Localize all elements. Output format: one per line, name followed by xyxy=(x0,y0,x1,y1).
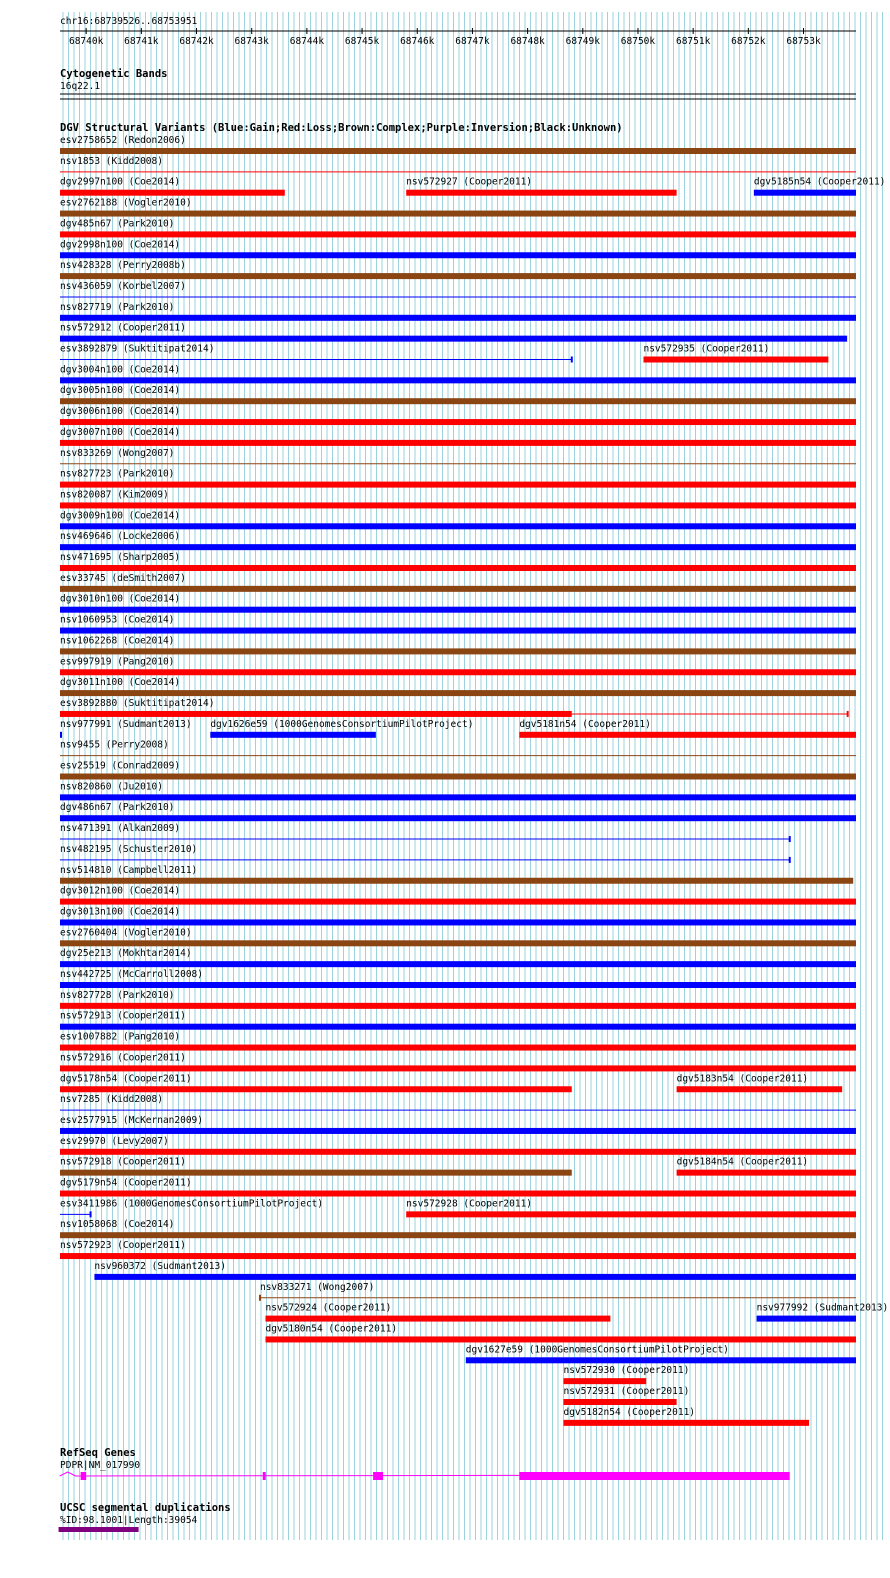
sv-feature[interactable] xyxy=(60,635,856,654)
sv-feature-bar xyxy=(60,774,856,780)
sv-feature-label: dgv1627e59 (1000GenomesConsortiumPilotProject) xyxy=(465,1344,729,1356)
sv-feature-bar xyxy=(60,273,856,279)
sv-feature-label: esv2758652 (Redon2006) xyxy=(60,135,186,146)
sv-feature[interactable] xyxy=(60,844,790,863)
segdup-track xyxy=(59,1502,231,1532)
gene-exon xyxy=(519,1472,789,1480)
sv-feature-label: dgv2998n100 (Coe2014) xyxy=(60,239,181,251)
sv-feature-label: esv2762188 (Vogler2010) xyxy=(60,197,192,209)
sv-feature-label: nsv572916 (Cooper2011) xyxy=(60,1052,186,1064)
sv-feature-label: dgv2997n100 (Coe2014) xyxy=(60,176,181,188)
sv-feature-label: nsv572928 (Cooper2011) xyxy=(406,1198,533,1210)
sv-feature-bar xyxy=(60,1170,572,1176)
sv-feature[interactable] xyxy=(60,448,856,464)
sv-feature-label: dgv486n67 (Park2010) xyxy=(60,802,175,814)
sv-feature[interactable] xyxy=(60,510,856,529)
sv-feature-label: dgv5179n54 (Cooper2011) xyxy=(60,1177,192,1189)
sv-feature[interactable] xyxy=(60,1094,856,1110)
sv-feature-bar xyxy=(757,1316,856,1322)
sv-feature[interactable] xyxy=(60,927,856,946)
segdup-bar xyxy=(59,1527,139,1532)
sv-feature[interactable] xyxy=(60,198,856,217)
sv-feature-bar xyxy=(60,440,856,446)
refseq-gene-label: PDPR|NM_017990 xyxy=(60,1460,141,1471)
sv-feature-label: esv29970 (Levy2007) xyxy=(60,1135,169,1147)
sv-feature-label: dgv25e213 (Mokhtar2014) xyxy=(60,948,192,960)
sv-feature-label: dgv3013n100 (Coe2014) xyxy=(60,906,181,918)
sv-feature-label: dgv3006n100 (Coe2014) xyxy=(60,406,181,418)
sv-feature-bar xyxy=(60,628,856,634)
pdpr-gene-model[interactable] xyxy=(60,1472,790,1480)
sv-feature-bar xyxy=(60,377,856,383)
sv-feature-label: esv2760404 (Vogler2010) xyxy=(60,927,192,939)
refseq-track-title: RefSeq Genes xyxy=(60,1447,136,1459)
sv-feature-bar xyxy=(60,711,572,717)
sv-feature-bar xyxy=(60,398,856,404)
sv-feature-label: nsv977991 (Sudmant2013) xyxy=(60,718,192,730)
sv-feature-bar xyxy=(60,648,856,654)
sv-feature-bar xyxy=(643,357,828,363)
sv-feature[interactable] xyxy=(60,594,856,613)
sv-feature[interactable] xyxy=(60,469,856,488)
sv-feature-label: nsv1060953 (Coe2014) xyxy=(60,614,175,626)
ruler-tick-label: 68747k xyxy=(455,36,490,47)
sv-feature-bar xyxy=(60,1086,572,1092)
sv-feature-label: nsv572913 (Cooper2011) xyxy=(60,1010,186,1022)
sv-feature-bar xyxy=(563,1378,646,1384)
sv-feature[interactable] xyxy=(757,1303,889,1322)
sv-feature-bar xyxy=(60,482,856,488)
sv-feature-label: esv3411986 (1000GenomesConsortiumPilotProject) xyxy=(60,1198,324,1210)
sv-feature[interactable] xyxy=(60,906,856,925)
sv-feature[interactable] xyxy=(60,948,856,967)
sv-feature[interactable] xyxy=(60,781,856,800)
sv-feature-bar xyxy=(60,419,856,425)
sv-feature[interactable] xyxy=(60,552,856,571)
ruler-tick-label: 68741k xyxy=(124,36,159,47)
sv-feature[interactable] xyxy=(563,1386,689,1405)
sv-feature[interactable] xyxy=(60,531,856,550)
sv-feature-bar xyxy=(60,252,856,258)
segdup-track-title: UCSC segmental duplications xyxy=(60,1502,231,1514)
sv-feature[interactable] xyxy=(60,427,856,446)
sv-feature[interactable] xyxy=(60,1011,856,1030)
sv-feature-bar xyxy=(60,231,856,237)
sv-feature-label: esv3892880 (Suktitipat2014) xyxy=(60,697,215,709)
sv-feature[interactable] xyxy=(60,1240,856,1259)
sv-feature-bar xyxy=(563,1399,676,1405)
sv-feature-bar xyxy=(60,1065,856,1071)
sv-feature-bar xyxy=(60,565,856,571)
sv-feature-label: nsv960372 (Sudmant2013) xyxy=(94,1260,226,1272)
sv-feature-label: nsv469646 (Locke2006) xyxy=(60,531,181,543)
sv-feature-label: dgv5183n54 (Cooper2011) xyxy=(676,1073,809,1085)
sv-feature[interactable] xyxy=(60,156,856,172)
gene-exon xyxy=(373,1472,383,1480)
sv-feature[interactable] xyxy=(60,260,856,279)
sv-feature-label: nsv572931 (Cooper2011) xyxy=(563,1386,690,1397)
sv-feature[interactable] xyxy=(60,677,856,696)
ruler-tick-label: 68742k xyxy=(179,36,214,47)
sv-feature-label: dgv3011n100 (Coe2014) xyxy=(60,677,181,689)
sv-feature-label: nsv9455 (Perry2008) xyxy=(60,739,169,751)
sv-feature-label: nsv572930 (Cooper2011) xyxy=(563,1365,690,1377)
sv-feature-label: nsv572923 (Cooper2011) xyxy=(60,1240,186,1252)
sv-feature-label: nsv471695 (Sharp2005) xyxy=(60,552,181,563)
sv-feature-label: nsv1062268 (Coe2014) xyxy=(60,635,175,647)
sv-feature-label: nsv442725 (McCarroll2008) xyxy=(60,969,203,980)
region-label: chr16:68739526..68753951 xyxy=(60,16,198,27)
sv-feature[interactable] xyxy=(60,1032,856,1051)
sv-feature[interactable] xyxy=(60,218,856,237)
sv-feature-bar xyxy=(60,1128,856,1134)
segdup-feature[interactable] xyxy=(59,1527,139,1532)
sv-feature[interactable] xyxy=(563,1365,689,1384)
sv-feature-label: nsv7285 (Kidd2008) xyxy=(60,1094,163,1106)
sv-feature-bar xyxy=(60,815,856,821)
sv-feature-label: dgv3005n100 (Coe2014) xyxy=(60,385,181,397)
sv-feature-bar xyxy=(60,1149,856,1155)
sv-feature[interactable] xyxy=(466,1344,856,1363)
sv-feature[interactable] xyxy=(60,969,856,988)
sv-feature[interactable] xyxy=(60,990,856,1009)
sv-feature-bar xyxy=(60,586,856,592)
sv-feature[interactable] xyxy=(265,1303,610,1322)
sv-feature-bar xyxy=(60,669,856,675)
sv-feature-label: dgv5178n54 (Cooper2011) xyxy=(60,1073,192,1085)
sv-feature-label: nsv572935 (Cooper2011) xyxy=(643,343,770,355)
sv-feature[interactable] xyxy=(60,1115,856,1134)
sv-feature[interactable] xyxy=(60,135,856,154)
sv-feature-bar xyxy=(60,190,285,196)
sv-feature-bar xyxy=(406,190,676,196)
sv-feature[interactable] xyxy=(60,1198,323,1217)
sv-feature[interactable] xyxy=(60,573,856,592)
sv-feature-label: esv33745 (deSmith2007) xyxy=(60,572,186,584)
sv-feature-label: nsv514810 (Campbell2011) xyxy=(60,864,198,876)
sv-feature-label: dgv5184n54 (Cooper2011) xyxy=(676,1156,809,1168)
gene-exon xyxy=(263,1472,266,1480)
sv-feature-bar xyxy=(406,1211,856,1217)
sv-feature-label: nsv827719 (Park2010) xyxy=(60,301,175,313)
sv-feature-label: esv3892879 (Suktitipat2014) xyxy=(60,343,215,355)
sv-feature-label: nsv1058068 (Coe2014) xyxy=(60,1219,175,1231)
sv-feature[interactable] xyxy=(60,823,790,842)
sv-feature-label: dgv485n67 (Park2010) xyxy=(60,218,175,230)
sv-feature[interactable] xyxy=(60,761,856,780)
ruler-tick-label: 68748k xyxy=(510,36,545,47)
sv-feature-label: nsv1853 (Kidd2008) xyxy=(60,155,163,167)
sv-feature-bar xyxy=(519,732,856,738)
ruler-tick-label: 68744k xyxy=(289,36,325,47)
sv-feature-label: nsv833271 (Wong2007) xyxy=(259,1281,375,1293)
sv-feature[interactable] xyxy=(60,406,856,425)
sv-feature-bar xyxy=(677,1170,856,1176)
sv-feature-bar xyxy=(265,1336,856,1342)
sv-feature-bar xyxy=(60,1191,856,1197)
sv-feature[interactable] xyxy=(60,740,856,756)
sv-feature-label: nsv827728 (Park2010) xyxy=(60,989,175,1001)
sv-feature-label: dgv3010n100 (Coe2014) xyxy=(60,593,181,605)
sv-feature-bar xyxy=(466,1357,856,1363)
sv-feature-label: dgv3004n100 (Coe2014) xyxy=(60,364,181,376)
ruler-tick-label: 68745k xyxy=(344,36,380,47)
sv-feature-bar xyxy=(754,190,856,196)
ruler-tick-label: 68753k xyxy=(786,36,821,47)
sv-feature-bar xyxy=(60,961,856,967)
sv-feature[interactable] xyxy=(60,177,285,196)
sv-feature-label: nsv833269 (Wong2007) xyxy=(60,447,175,459)
sv-feature[interactable] xyxy=(210,719,473,738)
ruler-tick-label: 68752k xyxy=(731,36,766,47)
sv-feature[interactable] xyxy=(60,385,856,404)
sv-feature-label: dgv3007n100 (Coe2014) xyxy=(60,426,181,438)
ruler-tick-label: 68746k xyxy=(400,36,435,47)
sv-feature-label: nsv572918 (Cooper2011) xyxy=(60,1156,186,1168)
sv-feature[interactable] xyxy=(60,1178,856,1197)
sv-feature-label: dgv3012n100 (Coe2014) xyxy=(60,885,181,897)
sv-feature-bar xyxy=(60,211,856,217)
sv-feature-bar xyxy=(60,1003,856,1009)
sv-feature-bar xyxy=(60,336,847,342)
sv-feature[interactable] xyxy=(60,656,856,675)
sv-feature-bar xyxy=(60,1045,856,1051)
cytoband-track xyxy=(60,68,856,99)
sv-feature-label: nsv572924 (Cooper2011) xyxy=(265,1302,392,1314)
refseq-track xyxy=(60,1447,790,1480)
ruler-tick-label: 68750k xyxy=(620,36,656,47)
sv-feature-label: dgv5185n54 (Cooper2011) xyxy=(753,176,886,188)
sv-feature-bar xyxy=(60,1232,856,1238)
sv-feature[interactable] xyxy=(60,802,856,821)
sv-feature[interactable] xyxy=(60,1136,856,1155)
ruler-tick-label: 68740k xyxy=(68,36,104,47)
sv-feature-label: dgv5182n54 (Cooper2011) xyxy=(563,1406,696,1418)
sv-feature-bar xyxy=(60,899,856,905)
sv-feature[interactable] xyxy=(677,1157,856,1176)
sv-feature-label: nsv436059 (Korbel2007) xyxy=(60,280,186,292)
sv-feature-bar xyxy=(60,878,853,884)
sv-feature-bar xyxy=(60,732,62,738)
sv-feature-bar xyxy=(60,502,856,508)
sv-feature-bar xyxy=(60,940,856,946)
sv-feature-bar xyxy=(265,1316,610,1322)
sv-feature-bar xyxy=(60,1024,856,1030)
ruler-tick-label: 68743k xyxy=(234,36,269,47)
sv-feature-bar xyxy=(60,607,856,613)
dgv-track-title: DGV Structural Variants (Blue:Gain;Red:Loss;Brown:Complex;Purple:Inversion;Black:Unknown) xyxy=(60,122,623,134)
sv-feature-label: nsv820860 (Ju2010) xyxy=(60,781,163,793)
sv-feature-bar xyxy=(60,544,856,550)
sv-feature-label: nsv482195 (Schuster2010) xyxy=(60,843,198,855)
sv-feature-label: dgv1626e59 (1000GenomesConsortiumPilotProject) xyxy=(210,718,474,730)
ruler-tick-label: 68751k xyxy=(675,36,711,47)
sv-feature-bar xyxy=(60,148,856,154)
ruler-track xyxy=(60,16,856,47)
sv-feature-bar xyxy=(677,1086,843,1092)
sv-feature-label: nsv572912 (Cooper2011) xyxy=(60,322,186,334)
sv-feature[interactable] xyxy=(677,1073,843,1092)
sv-feature-label: nsv820087 (Kim2009) xyxy=(60,489,169,501)
sv-feature-label: esv1007882 (Pang2010) xyxy=(60,1031,181,1043)
sv-feature[interactable] xyxy=(60,281,856,297)
sv-feature-bar xyxy=(60,919,856,925)
sv-feature-label: nsv428328 (Perry2008b) xyxy=(60,260,186,272)
sv-feature[interactable] xyxy=(60,1052,856,1071)
sv-feature-bar xyxy=(60,315,856,321)
ruler-tick-label: 68749k xyxy=(565,36,600,47)
sv-feature[interactable] xyxy=(60,1219,856,1238)
sv-feature-bar xyxy=(563,1420,809,1426)
sv-feature[interactable] xyxy=(60,615,856,634)
segdup-label: %ID:98.1001|Length:39054 xyxy=(60,1515,198,1526)
sv-feature-label: esv2577915 (McKernan2009) xyxy=(60,1114,203,1126)
sv-feature-label: nsv572927 (Cooper2011) xyxy=(406,176,533,188)
sv-feature-label: nsv977992 (Sudmant2013) xyxy=(756,1302,889,1314)
sv-feature-label: nsv827723 (Park2010) xyxy=(60,468,175,480)
sv-feature[interactable] xyxy=(60,489,856,508)
sv-feature-bar xyxy=(60,1253,856,1259)
sv-feature[interactable] xyxy=(643,344,828,363)
cytoband-track-title: Cytogenetic Bands xyxy=(60,68,168,80)
cytoband-label: 16q22.1 xyxy=(60,81,101,92)
sv-feature-bar xyxy=(210,732,376,738)
sv-feature-label: nsv471391 (Alkan2009) xyxy=(60,823,181,835)
sv-feature[interactable] xyxy=(60,239,856,258)
sv-feature-label: esv25519 (Conrad2009) xyxy=(60,760,181,772)
sv-feature[interactable] xyxy=(60,886,856,905)
gene-exon xyxy=(81,1472,87,1480)
sv-feature-label: esv997919 (Pang2010) xyxy=(60,656,175,668)
sv-feature-label: dgv3009n100 (Coe2014) xyxy=(60,510,181,522)
sv-feature[interactable] xyxy=(60,364,856,383)
sv-feature-label: dgv5181n54 (Cooper2011) xyxy=(519,718,651,730)
sv-feature-bar xyxy=(60,523,856,529)
sv-feature[interactable] xyxy=(60,302,856,321)
sv-feature-bar xyxy=(60,982,856,988)
sv-feature-label: dgv5180n54 (Cooper2011) xyxy=(265,1323,398,1335)
sv-feature-bar xyxy=(60,690,856,696)
sv-feature-bar xyxy=(94,1274,856,1280)
sv-feature-bar xyxy=(60,794,856,800)
